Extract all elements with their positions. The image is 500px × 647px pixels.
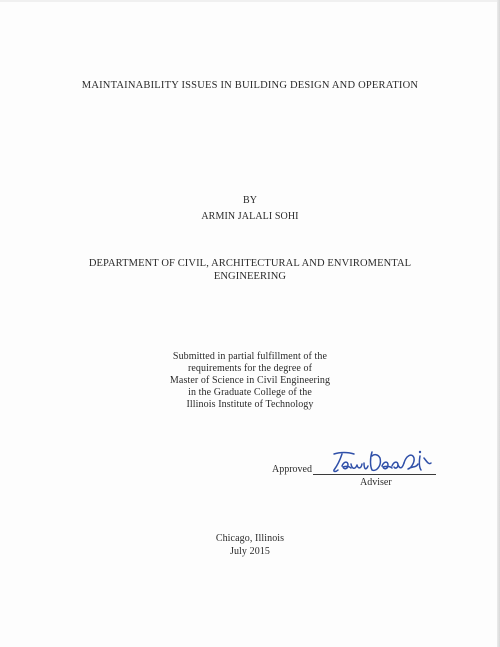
submission-line-1: Submitted in partial fulfillment of the <box>172 351 328 362</box>
submission-line-3: Master of Science in Civil Engineering <box>169 375 331 386</box>
department-line-2: ENGINEERING <box>213 271 287 282</box>
submission-date: July 2015 <box>229 546 271 557</box>
author-name: ARMIN JALALI SOHI <box>201 211 299 222</box>
page-top-edge <box>0 0 500 2</box>
submission-line-5: Illinois Institute of Technology <box>186 399 314 410</box>
department-line-1: DEPARTMENT OF CIVIL, ARCHITECTURAL AND ENVIROMENTAL <box>88 258 412 269</box>
thesis-title: MAINTAINABILITY ISSUES IN BUILDING DESIGN AND OPERATION <box>81 80 419 91</box>
by-label: BY <box>242 195 258 206</box>
submission-line-4: in the Graduate College of the <box>188 387 312 398</box>
submission-line-2: requirements for the degree of <box>187 363 313 374</box>
advisor-signature <box>328 446 438 478</box>
location: Chicago, Illinois <box>215 533 285 544</box>
adviser-label: Adviser <box>360 477 392 488</box>
approved-label: Approved <box>272 464 312 475</box>
